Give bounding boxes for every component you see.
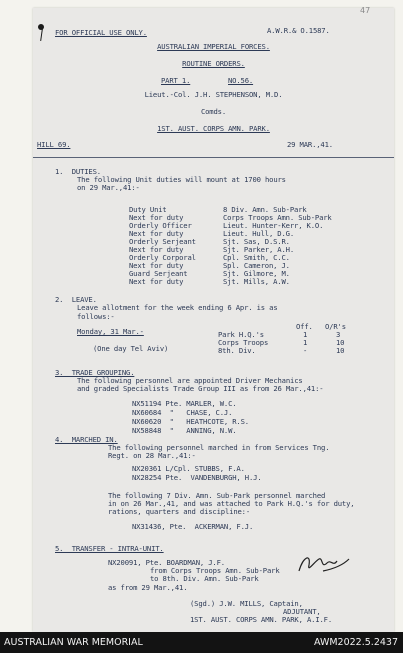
transfer-line-1: NX20091, Pte. BOARDMAN, J.F. xyxy=(108,558,225,567)
leave-note: (One day Tel Aviv) xyxy=(93,344,169,353)
leave-unit: Park H.Q.'s xyxy=(218,330,264,339)
section-4-para-3: rations, quarters and discipline:- xyxy=(108,507,251,516)
section-4-intro-2: Regt. on 28 Mar.,41:- xyxy=(108,451,196,460)
trade-person: NX58848 " ANNING, N.W. xyxy=(132,426,237,435)
section-5-title: 5. TRANSFER - INTRA-UNIT. xyxy=(55,544,164,553)
trade-person: NX51194 Pte. MARLER, W.C. xyxy=(132,399,237,408)
section-2-intro: Leave allotment for the week ending 6 Apr. is as xyxy=(77,303,278,312)
part-label: PART 1. xyxy=(161,76,191,85)
duty-assignee: Corps Troops Amn. Sub-Park xyxy=(223,213,332,222)
signature-line-3: 1ST. AUST. CORPS AMN. PARK, A.I.F. xyxy=(190,615,333,624)
duty-assignee: Cpl. Smith, C.C. xyxy=(223,253,290,262)
marched-in-2: NX28254 Pte. VANDENBURGH, H.J. xyxy=(132,473,262,482)
marched-in-1: NX20361 L/Cpl. STUBBS, F.A. xyxy=(132,464,245,473)
duty-role: Orderly Corporal xyxy=(129,253,196,262)
divider xyxy=(33,157,394,158)
duty-role: Orderly Officer xyxy=(129,221,192,230)
leave-other-ranks: 10 xyxy=(336,338,345,347)
duty-role: Next for duty xyxy=(129,261,184,270)
section-4-para: The following 7 Div. Amn. Sub-Park personnel marched xyxy=(108,491,326,500)
leave-unit: 8th. Div. xyxy=(218,346,256,355)
classification: FOR OFFICIAL USE ONLY. xyxy=(55,28,147,37)
section-4-para-2: in on 26 Mar.,41, and was attached to Park H.Q.'s for duty, xyxy=(108,499,355,508)
unit-name: 1ST. AUST. CORPS AMN. PARK. xyxy=(157,124,270,133)
place: HILL 69. xyxy=(37,140,71,149)
duty-role: Duty Unit xyxy=(129,205,167,214)
comds: Comds. xyxy=(200,107,227,116)
footer-bar xyxy=(0,632,403,653)
document-page xyxy=(33,8,394,632)
handwritten-signature xyxy=(293,551,353,577)
leave-unit: Corps Troops xyxy=(218,338,269,347)
signature-line-1: (Sgd.) J.W. MILLS, Captain, xyxy=(190,599,303,608)
leave-other-ranks: 10 xyxy=(336,346,345,355)
section-2-title: 2. LEAVE. xyxy=(55,295,97,304)
leave-officers: 1 xyxy=(303,338,308,347)
duty-role: Guard Serjeant xyxy=(129,269,188,278)
duty-assignee: Sjt. Sas, D.S.R. xyxy=(223,237,290,246)
reference-number: A.W.R.& O.1587. xyxy=(267,26,330,35)
transfer-line-2: from Corps Troops Amn. Sub-Park xyxy=(150,566,280,575)
duty-role: Next for duty xyxy=(129,229,184,238)
leave-day: Monday, 31 Mar.- xyxy=(77,327,144,336)
section-3-intro-2: and graded Specialists Trade Group III as from 26 Mar.,41:- xyxy=(77,384,324,393)
section-1-title: 1. DUTIES. xyxy=(55,167,101,176)
section-4-intro: The following personnel marched in from Services Tng. xyxy=(108,443,330,452)
leave-officers: - xyxy=(303,346,308,355)
footer-catalog-id: AWM2022.5.2437 xyxy=(313,637,398,648)
section-3-intro: The following personnel are appointed Driver Mechanics xyxy=(77,376,303,385)
col-officers: Off. xyxy=(296,322,313,331)
duty-assignee: Spl. Cameron, J. xyxy=(223,261,290,270)
commander: Lieut.-Col. J.H. STEPHENSON, M.D. xyxy=(144,90,283,99)
section-3-title: 3. TRADE GROUPING. xyxy=(55,368,135,377)
duty-role: Next for duty xyxy=(129,213,184,222)
signature-line-2: ADJUTANT, xyxy=(283,607,321,616)
section-1-intro-2: on 29 Mar.,41:- xyxy=(77,183,140,192)
order-number: NO.56. xyxy=(228,76,254,85)
duty-role: Orderly Serjeant xyxy=(129,237,196,246)
leave-officers: 1 xyxy=(303,330,308,339)
duty-assignee: 8 Div. Amn. Sub-Park xyxy=(223,205,307,214)
duty-assignee: Sjt. Parker, A.H. xyxy=(223,245,295,254)
duty-assignee: Lieut. Hull, D.G. xyxy=(223,229,295,238)
duty-role: Next for duty xyxy=(129,245,184,254)
duty-assignee: Lieut. Hunter-Kerr, K.O. xyxy=(223,221,324,230)
doc-type: ROUTINE ORDERS. xyxy=(182,59,245,68)
transfer-line-3: to 8th. Div. Amn. Sub-Park xyxy=(150,574,259,583)
trade-person: NX60684 " CHASE, C.J. xyxy=(132,408,233,417)
attached-person: NX31436, Pte. ACKERMAN, F.J. xyxy=(132,522,254,531)
duty-assignee: Sjt. Mills, A.W. xyxy=(223,277,290,286)
footer-institution: AUSTRALIAN WAR MEMORIAL xyxy=(4,637,143,648)
duty-assignee: Sjt. Gilmore, M. xyxy=(223,269,290,278)
trade-person: NX60620 " HEATHCOTE, R.S. xyxy=(132,417,249,426)
page-number: 47 xyxy=(360,6,371,15)
transfer-line-4: as from 29 Mar.,41. xyxy=(108,583,188,592)
date: 29 MAR.,41. xyxy=(287,140,333,149)
org-title: AUSTRALIAN IMPERIAL FORCES. xyxy=(157,42,270,51)
duty-role: Next for duty xyxy=(129,277,184,286)
pin-mark xyxy=(40,29,43,41)
col-other-ranks: O/R's xyxy=(325,322,346,331)
section-2-intro-2: follows:- xyxy=(77,312,115,321)
section-4-title: 4. MARCHED IN. xyxy=(55,435,118,444)
section-1-intro: The following Unit duties will mount at 1700 hours xyxy=(77,175,286,184)
leave-other-ranks: 3 xyxy=(336,330,341,339)
